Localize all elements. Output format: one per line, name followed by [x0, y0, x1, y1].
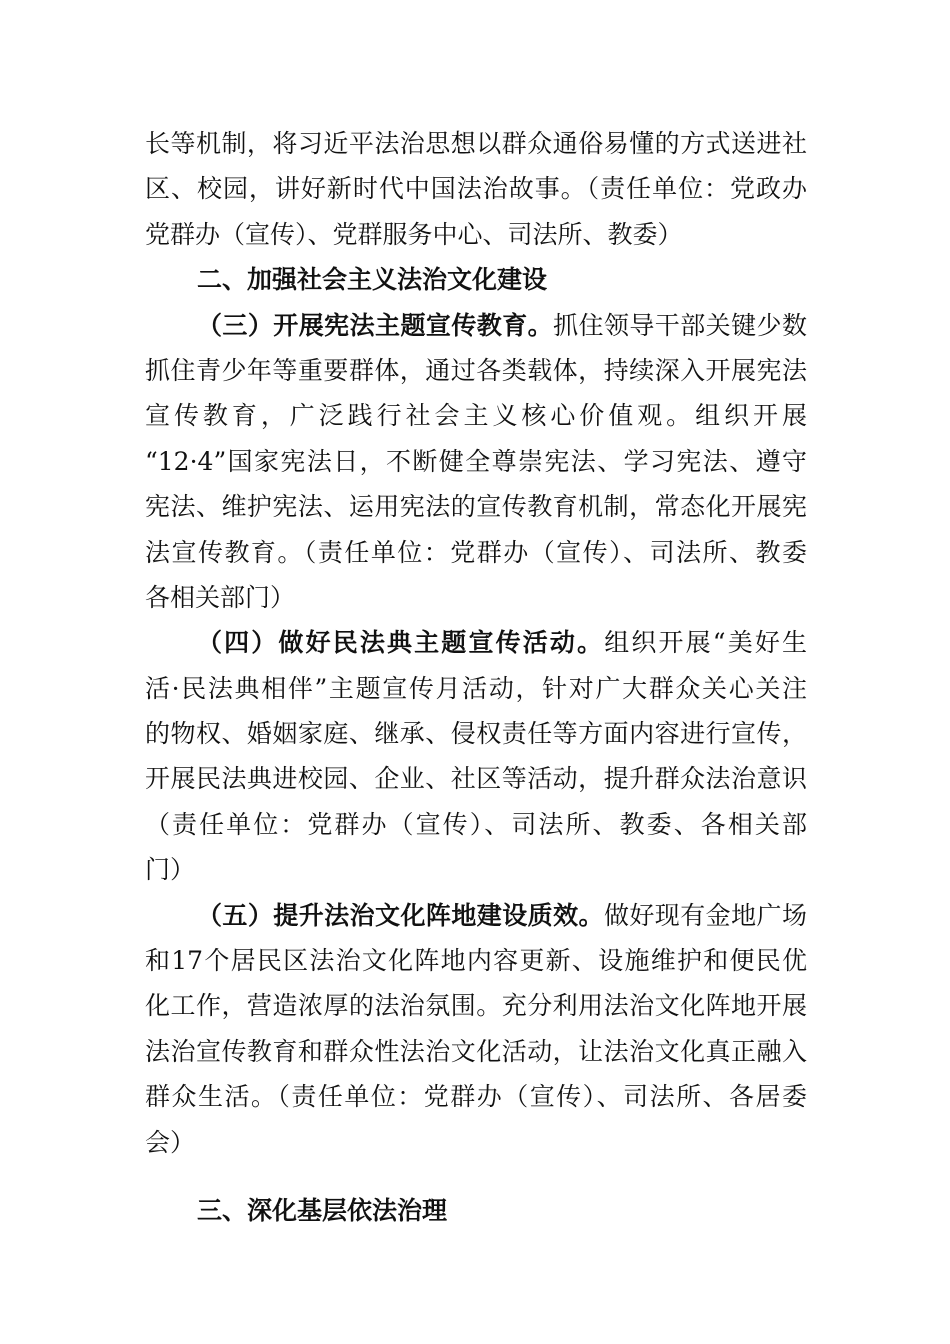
- paragraph-line: “12·4”国家宪法日，不断健全尊崇宪法、学习宪法、遵守: [145, 446, 807, 476]
- paragraph-line: 门）: [145, 855, 196, 885]
- paragraph-line: 群众生活。（责任单位：党群办（宣传）、司法所、各居委: [145, 1082, 807, 1112]
- paragraph-line: 化工作，营造浓厚的法治氛围。充分利用法治文化阵地开展: [145, 991, 807, 1021]
- paragraph-line: 区、校园，讲好新时代中国法治故事。（责任单位：党政办: [145, 174, 807, 204]
- paragraph-line: [145, 620, 807, 665]
- paragraph-line: 开展民法典进校园、企业、社区等活动，提升群众法治意识: [145, 764, 807, 794]
- paragraph-line: 和17个居民区法治文化阵地内容更新、设施维护和便民优: [145, 946, 807, 976]
- paragraph-line: 宣传教育，广泛践行社会主义核心价值观。组织开展: [145, 401, 807, 431]
- paragraph-lead-5: （五）提升法治文化阵地建设质效。: [197, 900, 604, 930]
- paragraph-text: 组织开展“美好生: [604, 628, 807, 658]
- paragraph-lead-3: （三）开展宪法主题宣传教育。: [197, 310, 554, 340]
- paragraph-text: 做好现有金地广场: [603, 900, 807, 930]
- paragraph-line: 党群办（宣传）、党群服务中心、司法所、教委）: [145, 219, 683, 249]
- paragraph-line: （责任单位：党群办（宣传）、司法所、教委、各相关部: [145, 809, 807, 839]
- paragraph-line: 宪法、维护宪法、运用宪法的宣传教育机制，常态化开展宪: [145, 492, 807, 522]
- paragraph-line: 的物权、婚姻家庭、继承、侵权责任等方面内容进行宣传，: [145, 719, 807, 749]
- document-body: [145, 121, 807, 1233]
- paragraph-line: 法宣传教育。（责任单位：党群办（宣传）、司法所、教委: [145, 537, 807, 567]
- paragraph-line: 各相关部门）: [145, 582, 296, 612]
- paragraph-line: 活·民法典相伴”主题宣传月活动，针对广大群众关心关注: [145, 673, 807, 703]
- section-heading-2: 二、加强社会主义法治文化建设: [197, 265, 548, 295]
- section-heading-3: 三、深化基层依法治理: [197, 1195, 448, 1225]
- spacer: [145, 1165, 807, 1188]
- paragraph-line: 长等机制，将习近平法治思想以群众通俗易懂的方式送进社: [145, 129, 807, 158]
- paragraph-line: 法治宣传教育和群众性法治文化活动，让法治文化真正融入: [145, 1036, 807, 1066]
- paragraph-line: 会）: [145, 1127, 196, 1157]
- paragraph-text: 抓住领导干部关键少数: [553, 310, 807, 340]
- paragraph-line: [145, 893, 807, 938]
- paragraph-line: [145, 303, 807, 348]
- paragraph-lead-4: （四）做好民法典主题宣传活动。: [197, 628, 605, 658]
- paragraph-line: 抓住青少年等重要群体，通过各类载体，持续深入开展宪法: [145, 355, 807, 385]
